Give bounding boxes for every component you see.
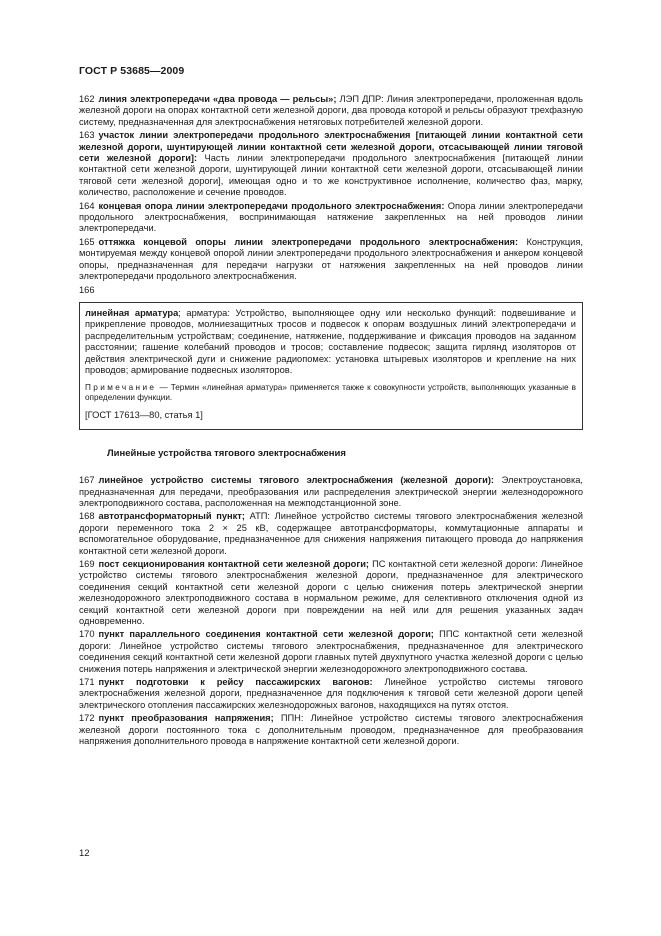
entry-number: 167 xyxy=(79,475,95,486)
entry-term: оттяжка концевой опоры линии электропередачи продольного электроснабжения: xyxy=(98,236,519,247)
term-entry-165 xyxy=(79,237,583,283)
entry-term: пункт подготовки к рейсу пассажирских вагонов: xyxy=(98,677,373,688)
entry-number: 162 xyxy=(79,94,95,104)
entry-definition: Опора линии электропередачи продольного электроснабжения, воспринимающая натяжение закрепленных на ней проводов линии электропередачи. xyxy=(79,200,583,234)
entry-number: 170 xyxy=(79,629,95,640)
entry-number: 163 xyxy=(79,130,95,141)
box-definition-text: ; арматура: Устройство, выполняющее одну или несколько функций: подвешивание и прикрепление проводов, молниезащитных тросов и подвесок к опорам воздушных линий электропередачи и распределительным устройствам; соединение, натяжение, поддерживание и фиксация проводов на заданном расстоянии; гашение колебаний проводов и тросов; составление подвесок; защита гирлянд изоляторов от действия электрической дуги и снижение радиопомех: установка штыревых изоляторов и крепление на них проводов; армирование подвесных изоляторов. xyxy=(85,307,576,375)
document-header: ГОСТ Р 53685—2009 xyxy=(79,65,185,77)
entries-group-a xyxy=(79,94,583,296)
entry-definition: ППС контактной сети железной дороги: Линейное устройство системы тягового электроснабжения, предназначенное для электрического соединения секций контактной сети железной дороги главных путей двухпутного участка железной дороги с целью снижения потерь напряжения и электрической энергии железнодорожного электроподвижного состава. xyxy=(79,629,583,674)
term-entry-171 xyxy=(79,677,583,711)
term-entry-162 xyxy=(79,94,583,128)
entry-definition: Линейное устройство системы тягового электроснабжения железной дороги, предназначенное для подключения к тяговой сети железной дороги цепей электрического отопления пассажирских железнодорожных вагонов, находящихся на путях отстоя. xyxy=(79,677,584,710)
term-entry-167 xyxy=(79,475,583,509)
entry-definition: Часть линии электропередачи продольного электроснабжения [питающей линии контактной сети железной дороги, шунтирующей линии контактной сети железной дороги, отсасывающей линии тяговой сети железной дороги], имеющая одно и то же конструктивное исполнение, количество фаз, марку, количество, расположение и сечение проводов. xyxy=(79,153,584,198)
entry-definition: ЛЭП ДПР: Линия электропередачи, проложенная вдоль железной дороги на опорах контактной сети железной дороги, два провода которой и рельсы образуют трехфазную систему, предназначенная для электроснабжения нетяговых потребителей железной дороги. xyxy=(79,94,583,127)
entry-term: пункт параллельного соединения контактной сети железной дороги; xyxy=(98,629,434,640)
entry-definition: ПС контактной сети железной дороги: Линейное устройство системы тягового электроснабжения железной дороги, предназначенное для электрического соединения секций контактной сети железной дороги с целью снижения потерь электрической энергии железнодорожного электроподвижного состава в нормальном режиме, для селективного отключения одной из секций контактной сети железной дороги при повреждении на ней или для решения указанных задач одновременно. xyxy=(79,559,583,627)
term-entry-169 xyxy=(79,559,583,627)
entry-definition: АТП: Линейное устройство системы тягового электроснабжения железной дороги переменного тока 2 × 25 кВ, содержащее автотрансформаторы, коммутационные аппараты и вспомогательное оборудование, предназначенное для снижения напряжения питающего провода до напряжения контактной сети железной дороги. xyxy=(79,511,583,556)
page-number: 12 xyxy=(79,848,90,859)
entry-definition: ППН: Линейное устройство системы тягового электроснабжения железной дороги постоянного тока с дополнительным проводом, предназначенное для преобразования напряжения дополнительного провода в напряжение контактной сети железной дороги. xyxy=(79,713,583,747)
entry-number: 168 xyxy=(79,511,95,522)
term-definition-box xyxy=(79,302,583,430)
entry-number: 171 xyxy=(79,677,95,688)
entry-number: 169 xyxy=(79,559,95,569)
entry-term: линейное устройство системы тягового электроснабжения (железной дороги): xyxy=(98,475,495,486)
term-entry-166 xyxy=(79,285,583,296)
note-label: Примечание xyxy=(85,383,157,393)
entry-term: пункт преобразования напряжения; xyxy=(98,713,274,724)
note-text: — Термин «линейная арматура» применяется также к совокупности устройств, выполняющих указанные в определении функции. xyxy=(85,383,576,403)
term-entry-168 xyxy=(79,511,583,557)
entry-number: 164 xyxy=(79,200,95,211)
entry-definition: Электроустановка, предназначенная для передачи, преобразования или распределения электрической энергии железнодорожного электроподвижного состава, расположенная на межподстанционной зоне. xyxy=(79,475,584,508)
entry-number: 172 xyxy=(79,713,95,724)
section-heading: Линейные устройства тягового электроснабжения xyxy=(107,447,346,459)
page-content xyxy=(79,94,583,750)
box-note xyxy=(85,383,576,403)
entries-group-b xyxy=(79,475,583,747)
entry-number: 165 xyxy=(79,236,95,247)
entry-term: концевая опора линии электропередачи продольного электроснабжения: xyxy=(98,200,445,211)
term-entry-163 xyxy=(79,130,583,198)
entry-term: линия электропередачи «два провода — рельсы»; xyxy=(98,94,337,104)
term-entry-172 xyxy=(79,713,583,747)
entry-definition: Конструкция, монтируемая между концевой опорой линии электропередачи продольного электроснабжения и анкером концевой опоры, предназначенная для передачи нагрузки от натяжения закрепленных на ней проводов линии электропередачи продольного электроснабжения. xyxy=(79,236,583,282)
entry-term: участок линии электропередачи продольного электроснабжения [питающей линии контактной сети железной дороги, шунтирующей линии контактной сети железной дороги, отсасывающей линии тяговой сети железной дороги]: xyxy=(79,130,583,164)
term-entry-170 xyxy=(79,629,583,675)
term-entry-164 xyxy=(79,201,583,235)
entry-number: 166 xyxy=(79,284,95,295)
box-term: линейная арматура xyxy=(85,307,179,318)
entry-term: автотрансформаторный пункт; xyxy=(98,511,245,522)
entry-term: пост секционирования контактной сети железной дороги; xyxy=(98,559,370,569)
box-definition xyxy=(85,308,576,376)
box-reference: [ГОСТ 17613—80, статья 1] xyxy=(85,410,203,421)
